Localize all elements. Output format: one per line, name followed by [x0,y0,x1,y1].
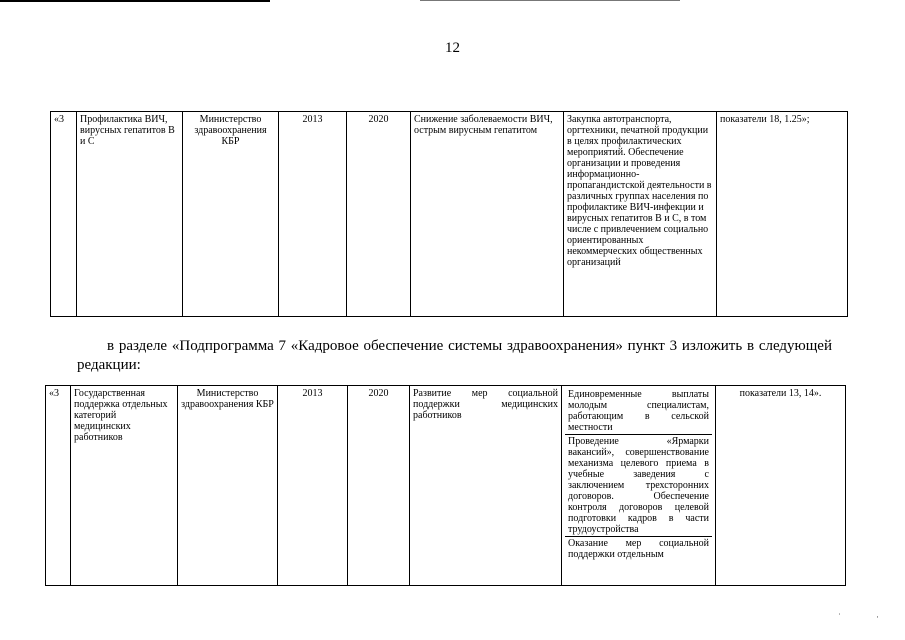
measure-name: Государственная поддержка отдельных категорий медицинских работников [71,386,178,586]
indicators: показатели 13, 14». [716,386,846,586]
page-number: 12 [445,40,460,56]
indicators: показатели 18, 1.25»; [717,112,848,317]
scan-mark: ˙ [838,612,841,622]
row-number: «3 [46,386,71,586]
program-table-1 [50,111,848,317]
row-number: «3 [51,112,77,317]
expected-result: Развитие мер социальной поддержки медицинских работников [410,386,562,586]
table-row [46,386,846,586]
end-year: 2020 [347,112,411,317]
program-table-2 [45,385,846,586]
top-edge-line [0,0,270,2]
activity-item: Единовременные выплаты молодым специалистам, работающим в сельской местности [565,388,712,435]
activity-item: Оказание мер социальной поддержки отдельным [568,538,709,560]
section-instruction-text: в разделе «Подпрограмма 7 «Кадровое обеспечение системы здравоохранения» пункт 3 изложить в следующей редакции: [77,338,832,373]
activity-item: Проведение «Ярмарки вакансий», совершенствование механизма целевого приема в учебные заведения с заключением трехсторонних договоров. Обеспечение контроля договоров целевой подготовки кадров в части трудоустройства [565,435,712,537]
executor: Министерство здравоохранения КБР [183,112,279,317]
scan-mark: · [876,612,879,622]
activities-cell [562,386,716,586]
start-year: 2013 [279,112,347,317]
activities: Закупка автотранспорта, оргтехники, печатной продукции в целях профилактических мероприятий. Обеспечение организации и проведения информационно-пропагандистской деятельности в различных группах населения по профилактике ВИЧ-инфекции и вирусных гепатитов В и С, в том числе с привлечением социально ориентированных некоммерческих общественных организаций [564,112,717,317]
expected-result: Снижение заболеваемости ВИЧ, острым вирусным гепатитом [411,112,564,317]
executor: Министерство здравоохранения КБР [178,386,278,586]
start-year: 2013 [278,386,348,586]
table-row [51,112,848,317]
top-edge-line-faint [420,0,680,1]
end-year: 2020 [348,386,410,586]
measure-name: Профилактика ВИЧ, вирусных гепатитов В и С [77,112,183,317]
